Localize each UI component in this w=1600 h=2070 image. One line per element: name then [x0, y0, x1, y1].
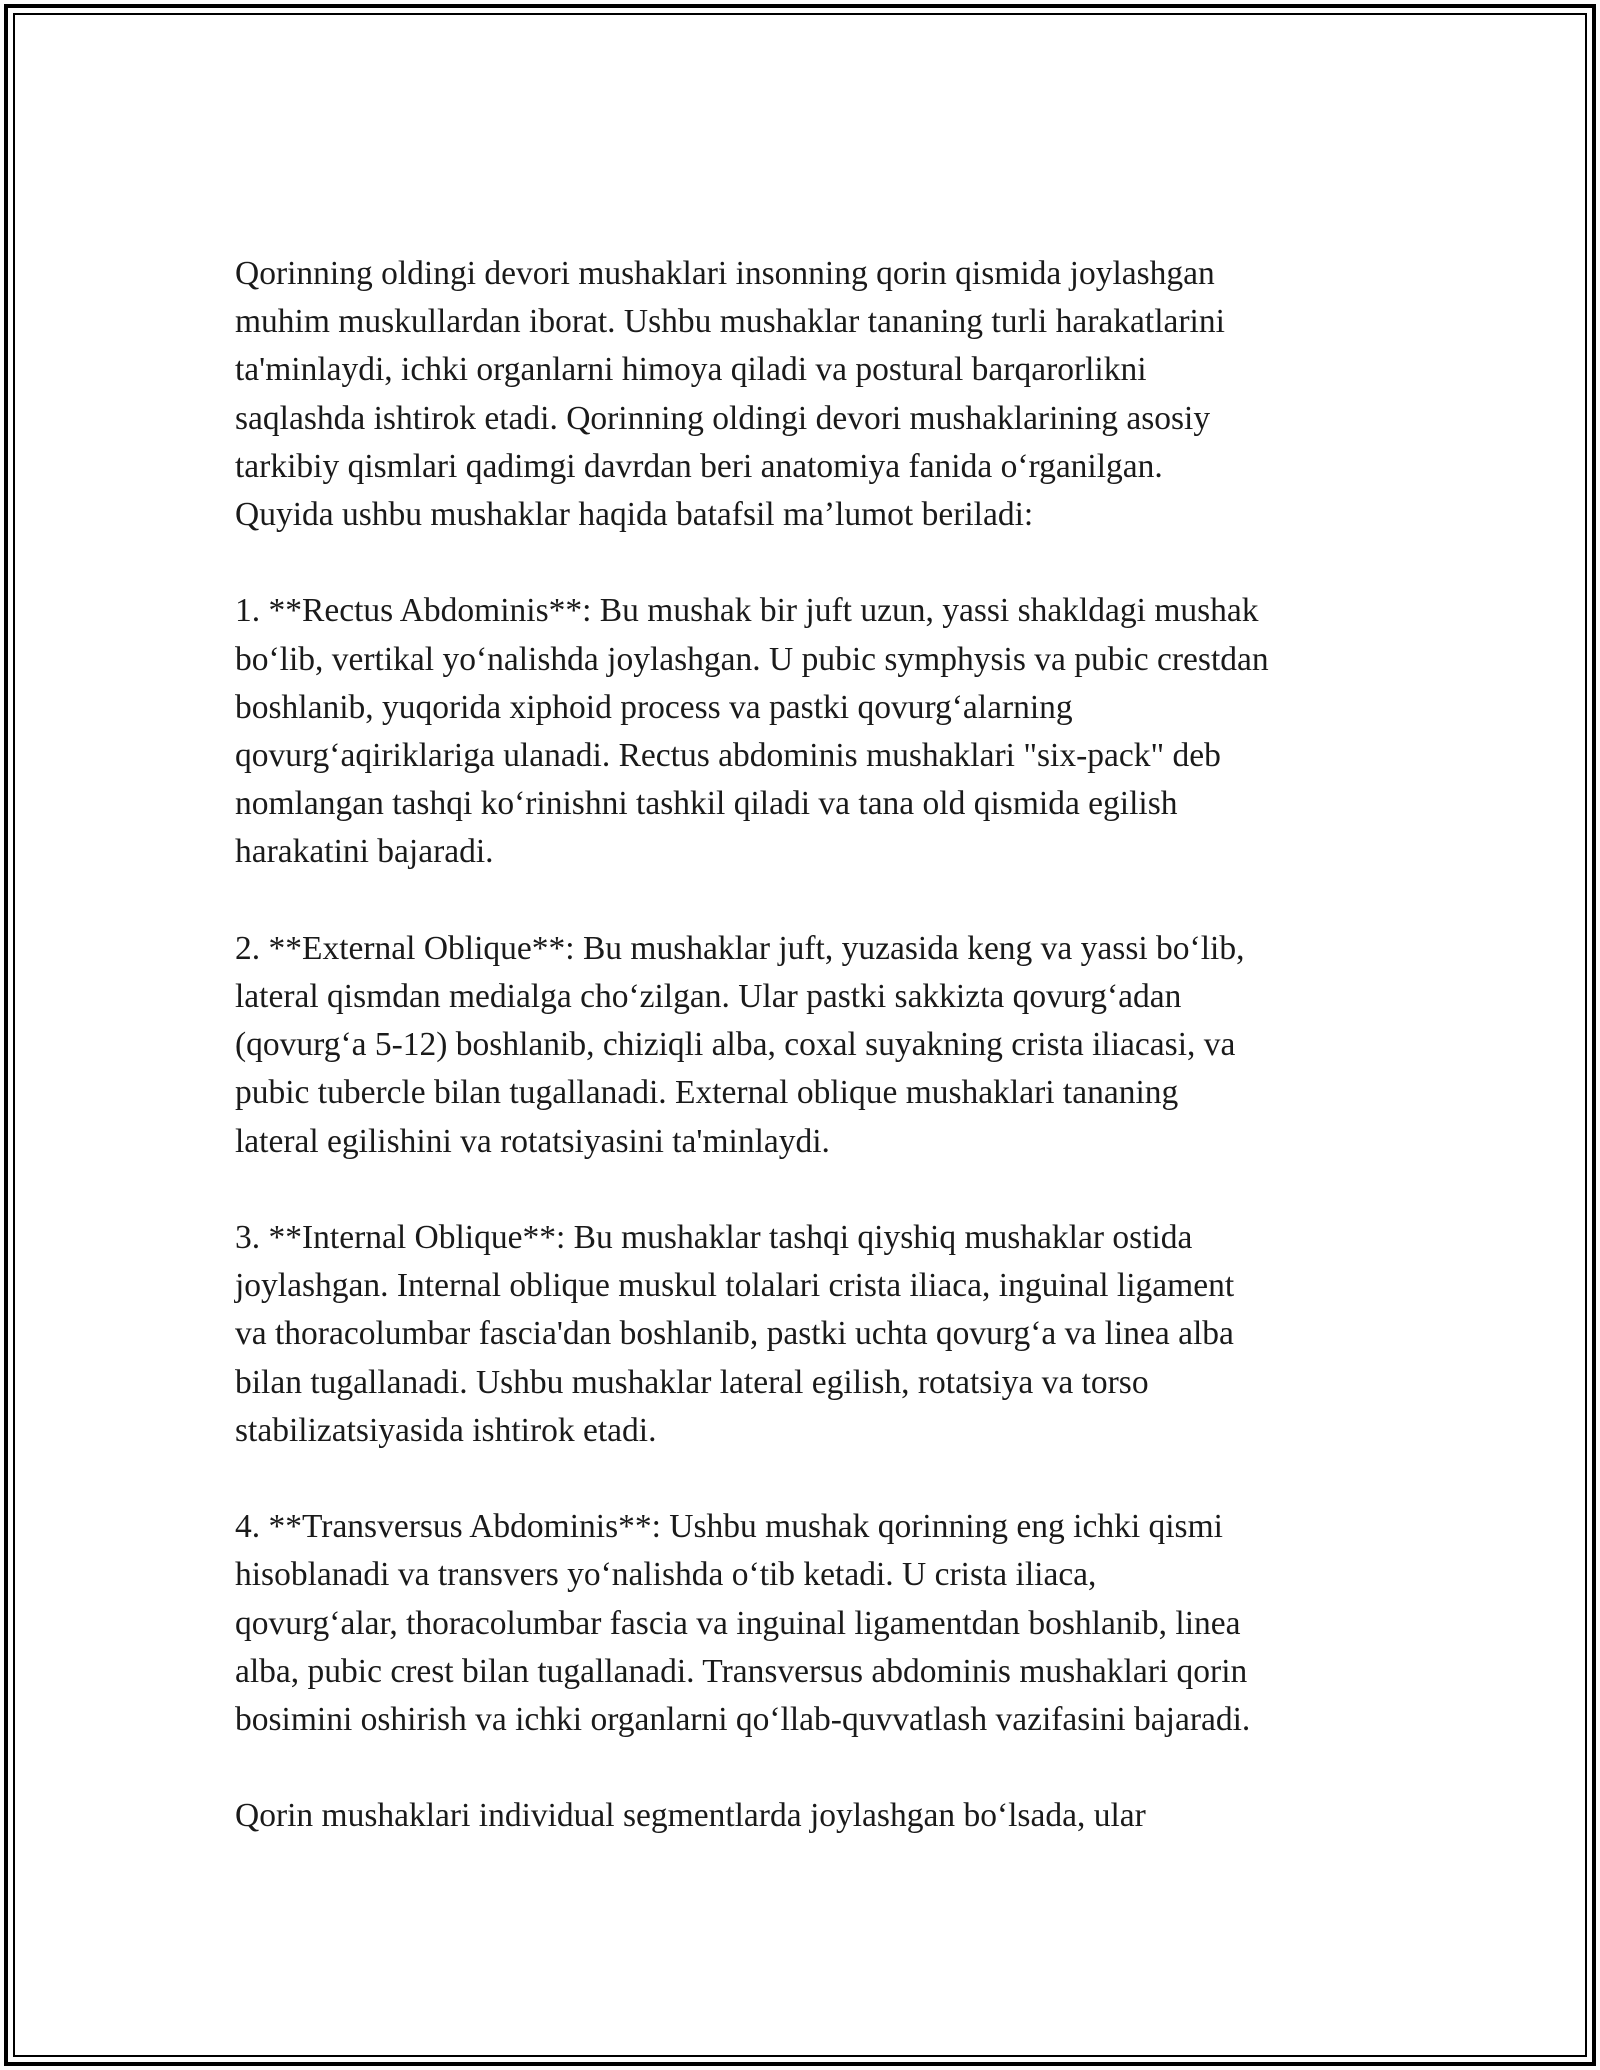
text-line: bilan tugallanadi. Ushbu mushaklar lateral egilish, rotatsiya va torso: [235, 1363, 1149, 1401]
text-line: 1. **Rectus Abdominis**: Bu mushak bir juft uzun, yassi shakldagi mushak: [235, 592, 1259, 630]
text-line: tarkibiy qismlari qadimgi davrdan beri anatomiya fanida oʻrganilgan.: [235, 447, 1163, 485]
text-line: qovurgʻalar, thoracolumbar fascia va inguinal ligamentdan boshlanib, linea: [235, 1604, 1241, 1642]
paragraph-internal-oblique: [235, 1214, 1395, 1455]
text-line: 4. **Transversus Abdominis**: Ushbu mushak qorinning eng ichki qismi: [235, 1508, 1223, 1546]
text-line: saqlashda ishtirok etadi. Qorinning oldingi devori mushaklarining asosiy: [235, 399, 1211, 437]
paragraph-conclusion: [235, 1792, 1395, 1840]
text-line: joylashgan. Internal oblique muskul tolalari crista iliaca, inguinal ligament: [235, 1267, 1235, 1305]
text-line: qovurgʻaqiriklariga ulanadi. Rectus abdominis mushaklari "six-pack" deb: [235, 737, 1221, 775]
text-line: boʻlib, vertikal yoʻnalishda joylashgan. U pubic symphysis va pubic crestdan: [235, 640, 1269, 678]
text-line: boshlanib, yuqorida xiphoid process va pastki qovurgʻalarning: [235, 688, 1073, 726]
text-line: pubic tubercle bilan tugallanadi. External oblique mushaklari tananing: [235, 1074, 1179, 1112]
text-line: stabilizatsiyasida ishtirok etadi.: [235, 1411, 657, 1449]
text-line: (qovurgʻa 5-12) boshlanib, chiziqli alba, coxal suyakning crista iliacasi, va: [235, 1026, 1236, 1064]
text-line: lateral egilishini va rotatsiyasini ta'minlaydi.: [235, 1122, 830, 1160]
text-line: bosimini oshirish va ichki organlarni qoʻllab-quvvatlash vazifasini bajaradi.: [235, 1701, 1251, 1739]
text-line: va thoracolumbar fascia'dan boshlanib, pastki uchta qovurgʻa va linea alba: [235, 1315, 1234, 1353]
text-line: lateral qismdan medialga choʻzilgan. Ular pastki sakkizta qovurgʻadan: [235, 978, 1182, 1016]
paragraph-rectus-abdominis: [235, 587, 1395, 876]
text-line: Quyida ushbu mushaklar haqida batafsil maʼlumot beriladi:: [235, 496, 1034, 534]
text-line: harakatini bajaradi.: [235, 833, 494, 871]
text-line: nomlangan tashqi koʻrinishni tashkil qiladi va tana old qismida egilish: [235, 785, 1178, 823]
document-body: [235, 250, 1395, 1841]
text-line: Qorin mushaklari individual segmentlarda joylashgan boʻlsada, ular: [235, 1797, 1146, 1835]
text-line: muhim muskullardan iborat. Ushbu mushaklar tananing turli harakatlarini: [235, 303, 1225, 341]
paragraph-intro: [235, 250, 1395, 539]
paragraph-transversus-abdominis: [235, 1503, 1395, 1744]
text-line: 3. **Internal Oblique**: Bu mushaklar tashqi qiyshiq mushaklar ostida: [235, 1219, 1193, 1257]
paragraph-external-oblique: [235, 925, 1395, 1166]
text-line: ta'minlaydi, ichki organlarni himoya qiladi va postural barqarorlikni: [235, 351, 1147, 389]
text-line: alba, pubic crest bilan tugallanadi. Transversus abdominis mushaklari qorin: [235, 1652, 1248, 1690]
text-line: Qorinning oldingi devori mushaklari insonning qorin qismida joylashgan: [235, 255, 1215, 292]
text-line: 2. **External Oblique**: Bu mushaklar juft, yuzasida keng va yassi boʻlib,: [235, 929, 1245, 967]
text-line: hisoblanadi va transvers yoʻnalishda oʻtib ketadi. U crista iliaca,: [235, 1556, 1097, 1594]
